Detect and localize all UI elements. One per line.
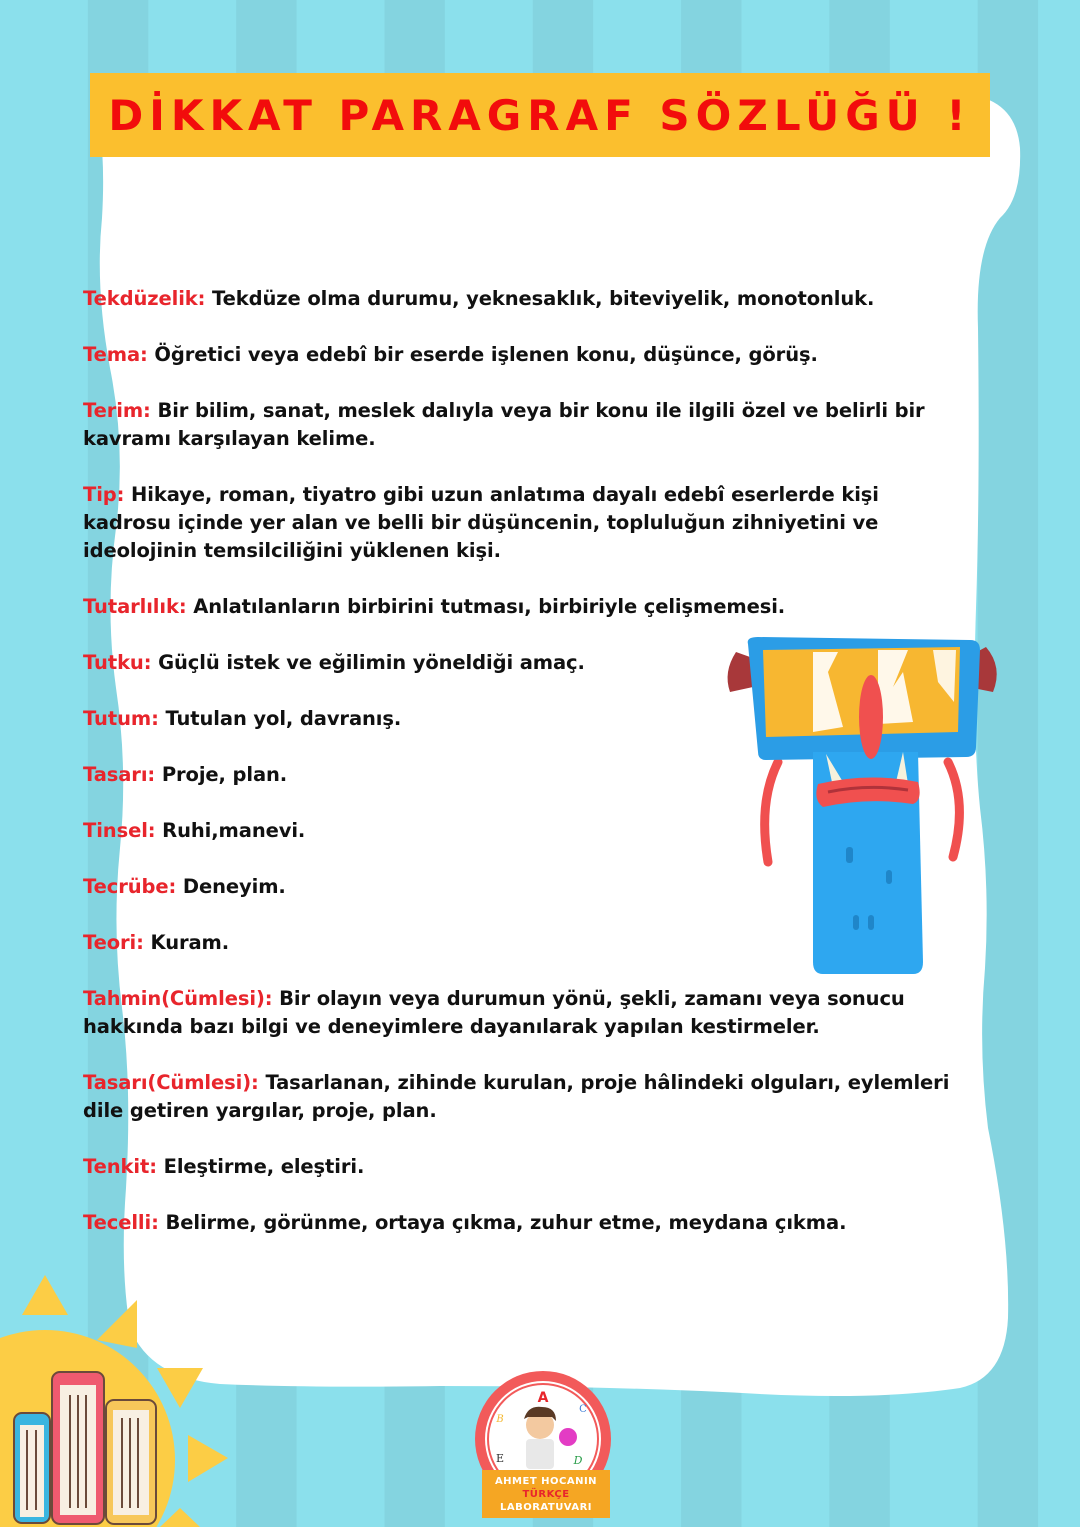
title-banner [90,73,990,157]
glossary-entry [83,593,983,621]
glossary-entry [83,1069,983,1125]
logo-line-1: AHMET HOCANIN [494,1475,598,1487]
entry-definition: Proje, plan. [155,763,288,786]
page-title: DİKKAT PARAGRAF SÖZLÜĞÜ ! [108,90,972,140]
glossary-entry [83,705,713,733]
glossary-entry [83,929,713,957]
glossary-entry [83,481,913,565]
glossary-entry [83,817,713,845]
svg-text:D: D [573,1454,583,1467]
glossary-entry [83,985,943,1041]
entry-term: Tahmin(Cümlesi): [83,987,273,1010]
glossary-entry [83,873,713,901]
entry-definition: Tekdüze olma durumu, yeknesaklık, biteviyelik, monotonluk. [205,287,875,310]
glossary-entry [83,761,713,789]
svg-text:B: B [496,1414,504,1425]
entry-definition: Bir olayın veya durumun yönü, şekli, zamanı veya sonucu hakkında bazı bilgi ve deneyimlere dayanılarak yapılan kestirmeler. [83,987,905,1038]
entry-definition: Belirme, görünme, ortaya çıkma, zuhur etme, meydana çıkma. [158,1211,847,1234]
entry-term: Tecelli: [83,1211,159,1234]
sun-with-books-illustration [0,1260,240,1527]
entry-definition: Deneyim. [176,875,286,898]
entry-term: Tutku: [83,651,152,674]
entry-term: Tasarı: [83,763,156,786]
glossary-entry [83,1153,983,1181]
logo-line-2: TÜRKÇE [522,1488,570,1500]
letter-t-monster-illustration [718,632,1008,977]
entry-definition: Ruhi,manevi. [155,819,306,842]
entry-term: Tip: [83,483,125,506]
entry-definition: Hikaye, roman, tiyatro gibi uzun anlatıma dayalı edebî eserlerde kişi kadrosu içinde yer alan ve belli bir düşüncenin, topluluğun zihniyetini ve ideolojinin temsilciliğini yüklenen kişi. [83,483,879,562]
glossary-entry [83,285,983,313]
entry-definition: Tutulan yol, davranış. [158,707,402,730]
entry-term: Tutum: [83,707,159,730]
entry-definition: Kuram. [143,931,230,954]
entry-term: Teori: [83,931,144,954]
svg-text:C: C [579,1404,587,1415]
entry-term: Tema: [83,343,148,366]
svg-text:E: E [495,1452,505,1465]
entry-term: Tasarı(Cümlesi): [83,1071,259,1094]
entry-definition: Güçlü istek ve eğilimin yöneldiği amaç. [151,651,585,674]
entry-definition: Anlatılanların birbirini tutması, birbiriyle çelişmemesi. [186,595,786,618]
glossary-entry [83,1209,983,1237]
entry-term: Terim: [83,399,151,422]
entry-term: Tecrübe: [83,875,177,898]
entry-term: Tekdüzelik: [83,287,206,310]
svg-text:A: A [537,1390,549,1406]
entry-term: Tutarlılık: [83,595,187,618]
left-horn-icon [728,652,753,692]
entry-definition: Öğretici veya edebî bir eserde işlenen konu, düşünce, görüş. [147,343,818,366]
entry-definition: Tasarlanan, zihinde kurulan, proje hâlindeki olguları, eylemleri dile getiren yargılar, proje, plan. [83,1071,950,1122]
entry-definition: Eleştirme, eleştiri. [156,1155,365,1178]
entry-term: Tenkit: [83,1155,157,1178]
logo-line-3: LABORATUVARI [499,1501,593,1513]
entry-term: Tinsel: [83,819,156,842]
glossary-entry [83,397,963,453]
logo-caption [482,1470,610,1518]
glossary-entry [83,649,713,677]
glossary-entry [83,341,983,369]
sun-ray-icon [22,1275,68,1315]
entry-definition: Bir bilim, sanat, meslek dalıyla veya bir konu ile ilgili özel ve belirli bir kavramı karşılayan kelime. [83,399,925,450]
